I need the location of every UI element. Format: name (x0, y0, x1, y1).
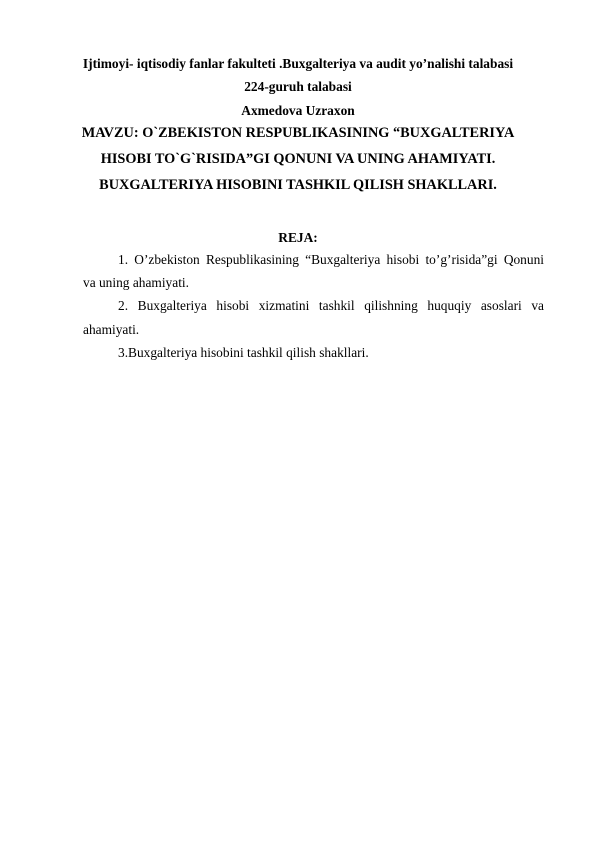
plan-title: REJA: (278, 230, 318, 245)
plan-item-2-line-2: ahamiyati. (83, 322, 140, 337)
author-name: Axmedova Uzraxon (241, 103, 355, 118)
plan-item-1-line-1: 1. O’zbekiston Respublikasining “Buxgalteriya hisobi to’g’risida”gi Qonuni (118, 252, 544, 267)
faculty-line: Ijtimoyi- iqtisodiy fanlar fakulteti .Buxgalteriya va audit yo’nalishi talabasi (82, 56, 514, 71)
group-line: 224-guruh talabasi (244, 79, 352, 94)
topic-line-1: MAVZU: O`ZBEKISTON RESPUBLIKASINING “BUXGALTERIYA (81, 125, 515, 141)
plan-item-3: 3.Buxgalteriya hisobini tashkil qilish shakllari. (118, 345, 369, 360)
topic-line-3: BUXGALTERIYA HISOBINI TASHKIL QILISH SHAKLLARI. (99, 177, 497, 193)
topic-line-2: HISOBI TO`G`RISIDA”GI QONUNI VA UNING AHAMIYATI. (100, 151, 496, 167)
plan-item-2-line-1: 2. Buxgalteriya hisobi xizmatini tashkil qilishning huquqiy asoslari va (118, 298, 544, 313)
plan-item-1-line-2: va uning ahamiyati. (83, 275, 189, 290)
